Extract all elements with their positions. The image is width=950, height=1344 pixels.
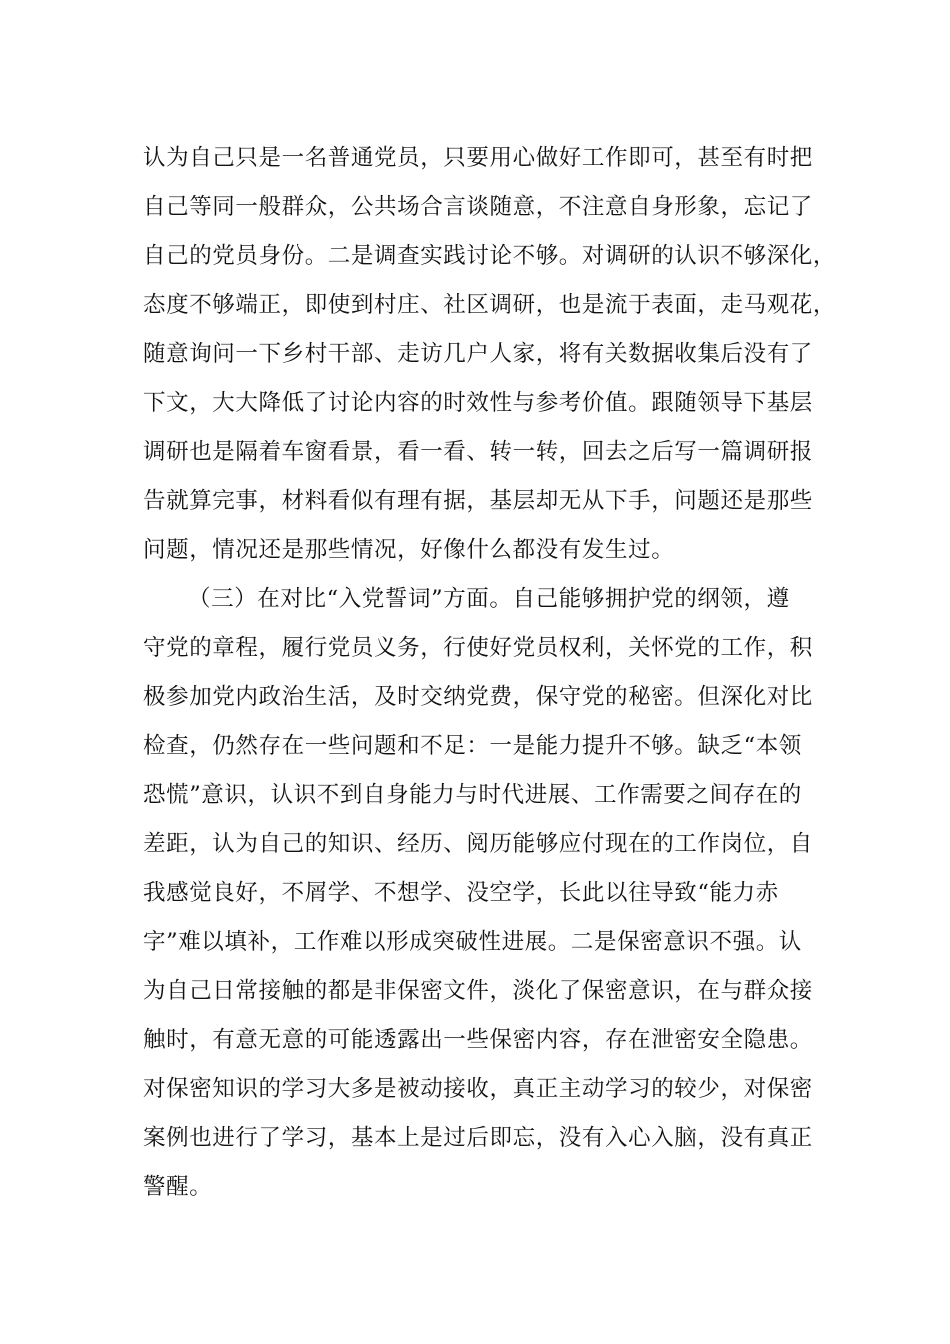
- document-body: [143, 134, 837, 1212]
- text-line: 随意询问一下乡村干部、走访几户人家，将有关数据收集后没有了: [143, 341, 813, 367]
- text-line: 认为自己只是一名普通党员，只要用心做好工作即可，甚至有时把: [143, 145, 813, 171]
- text-line: 极参加党内政治生活，及时交纳党费，保守党的秘密。但深化对比: [143, 684, 813, 710]
- text-line: 调研也是隔着车窗看景，看一看、转一转，回去之后写一篇调研报: [143, 439, 813, 465]
- text-line: 触时，有意无意的可能透露出一些保密内容，存在泄密安全隐患。: [143, 1027, 813, 1053]
- text-line: 自己的党员身份。二是调查实践讨论不够。对调研的认识不够深化，: [143, 243, 837, 269]
- text-line: 差距，认为自己的知识、经历、阅历能够应付现在的工作岗位，自: [143, 831, 813, 857]
- text-line: 检查，仍然存在一些问题和不足：一是能力提升不够。缺乏“本领: [143, 733, 802, 759]
- text-line: 案例也进行了学习，基本上是过后即忘，没有入心入脑，没有真正: [143, 1125, 813, 1151]
- text-line: 警醒。: [143, 1174, 213, 1200]
- text-line: 下文，大大降低了讨论内容的时效性与参考价值。跟随领导下基层: [143, 390, 813, 416]
- text-line: 态度不够端正，即使到村庄、社区调研，也是流于表面，走马观花，: [143, 292, 837, 318]
- text-line: 问题，情况还是那些情况，好像什么都没有发生过。: [143, 537, 675, 563]
- text-line: 守党的章程，履行党员义务，行使好党员权利，关怀党的工作，积: [143, 635, 813, 661]
- text-line: 告就算完事，材料看似有理有据，基层却无从下手，问题还是那些: [143, 488, 813, 514]
- text-line: 自己等同一般群众，公共场合言谈随意，不注意自身形象，忘记了: [143, 194, 813, 220]
- text-line: 恐慌”意识，认识不到自身能力与时代进展、工作需要之间存在的: [143, 782, 802, 808]
- text-line: 为自己日常接触的都是非保密文件，淡化了保密意识，在与群众接: [143, 978, 813, 1004]
- text-line: 字”难以填补，工作难以形成突破性进展。二是保密意识不强。认: [143, 929, 802, 955]
- text-line: 我感觉良好，不屑学、不想学、没空学，长此以往导致“能力赤: [143, 880, 779, 906]
- text-line: 对保密知识的学习大多是被动接收，真正主动学习的较少，对保密: [143, 1076, 813, 1102]
- paragraph-start-line: （三）在对比“入党誓词”方面。自己能够拥护党的纲领，遵: [188, 586, 790, 612]
